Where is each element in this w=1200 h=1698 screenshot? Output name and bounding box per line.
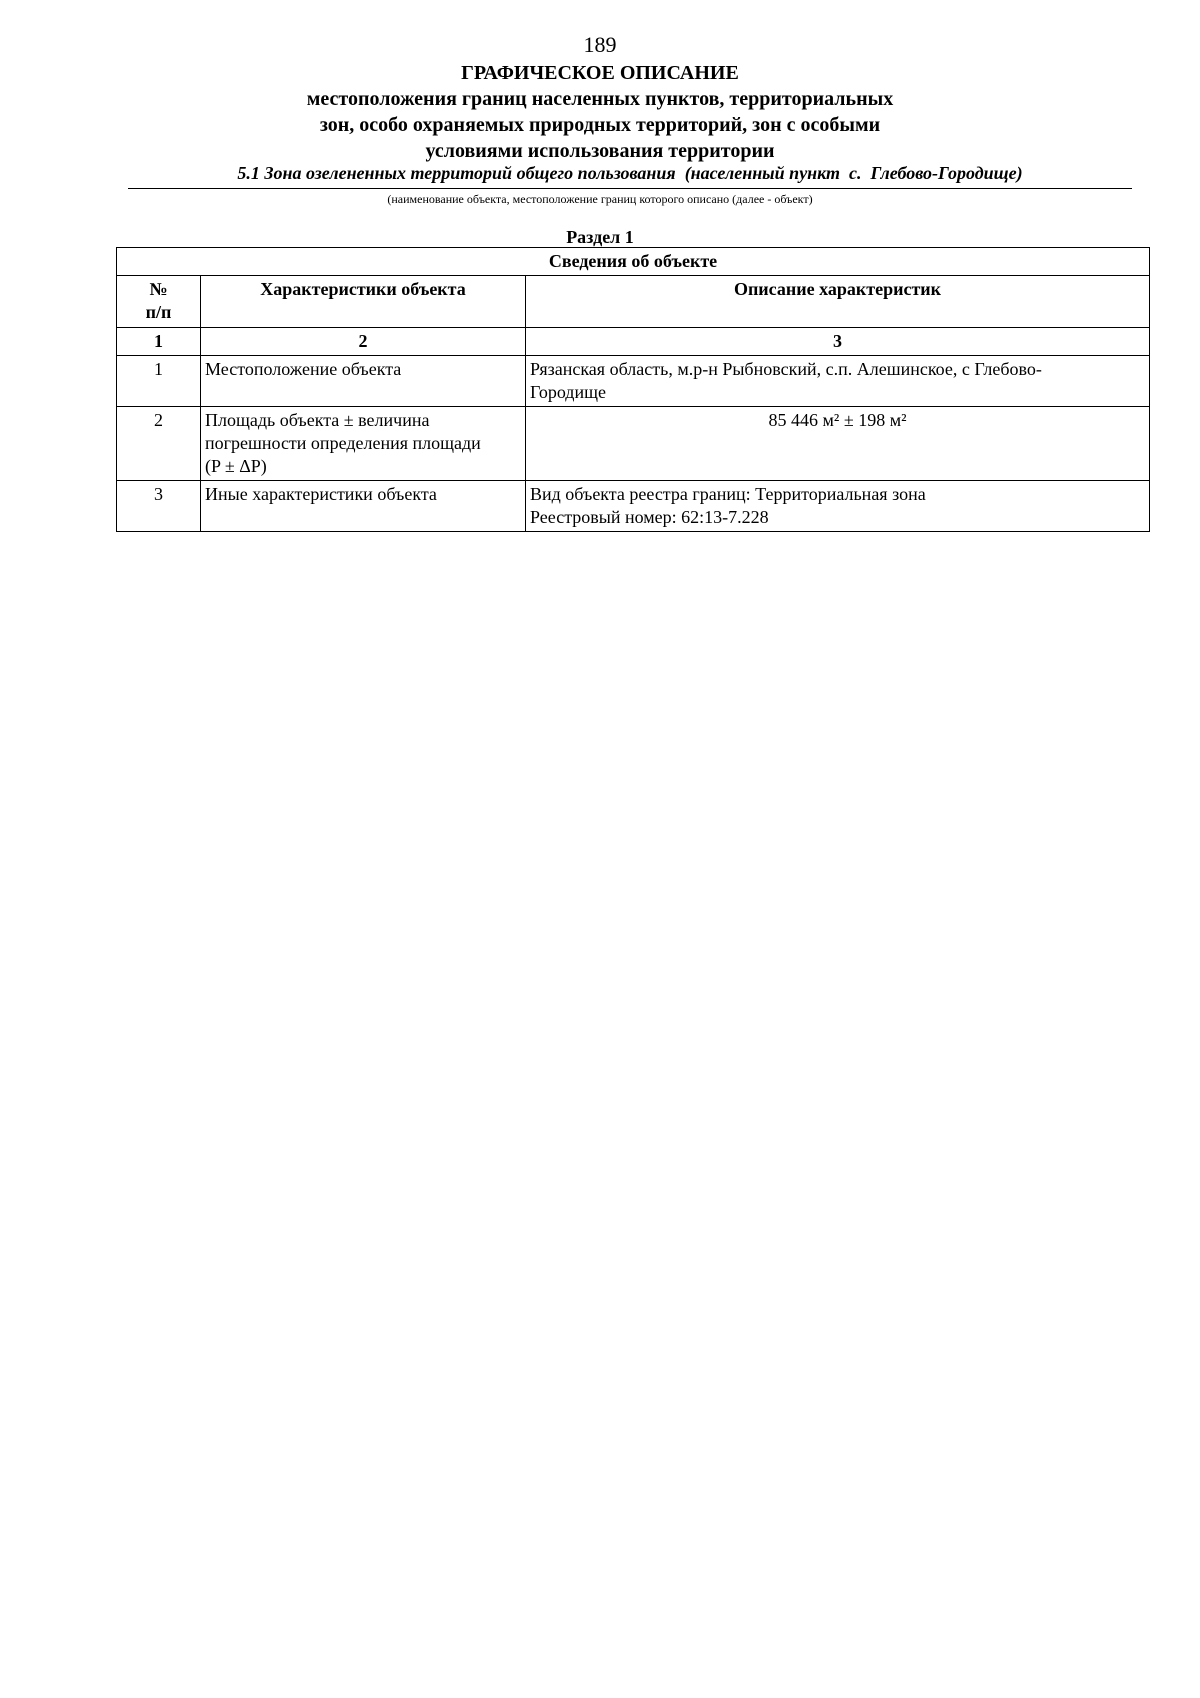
description-line: Рязанская область, м.р-н Рыбновский, с.п. Алешинское, с Глебово- <box>530 359 1042 379</box>
table-column-number-row <box>117 328 1150 356</box>
row-characteristic <box>201 407 526 481</box>
row-characteristic <box>201 356 526 407</box>
header-description: Описание характеристик <box>526 276 1150 328</box>
document-heading <box>0 60 1200 164</box>
column-number: 1 <box>117 328 201 356</box>
row-index: 1 <box>117 356 201 407</box>
description-line: Вид объекта реестра границ: Территориальная зона <box>530 484 926 504</box>
section-title: Раздел 1 <box>566 227 634 247</box>
header-characteristic: Характеристики объекта <box>201 276 526 328</box>
object-name: 5.1 Зона озелененных территорий общего пользования (населенный пункт с. Глебово-Городище) <box>237 163 1023 183</box>
header-number-line: п/п <box>145 302 172 322</box>
characteristic-line: Иные характеристики объекта <box>205 484 437 504</box>
table-row <box>117 356 1150 407</box>
object-info-table <box>116 247 1150 532</box>
row-characteristic <box>201 481 526 532</box>
header-number-line: № <box>149 279 168 299</box>
document-title: ГРАФИЧЕСКОЕ ОПИСАНИЕ <box>461 62 739 84</box>
object-caption: (наименование объекта, местоположение границ которого описано (далее - объект) <box>387 192 813 206</box>
description-line: Реестровый номер: 62:13-7.228 <box>530 507 769 527</box>
characteristic-line: Площадь объекта ± величина <box>205 410 430 430</box>
row-description <box>526 481 1150 532</box>
table-row <box>117 407 1150 481</box>
document-subtitle-line: условиями использования территории <box>425 140 775 162</box>
table-block-title-row <box>117 248 1150 276</box>
characteristic-line: (P ± ΔP) <box>205 456 267 476</box>
row-description <box>526 407 1150 481</box>
description-line: 85 446 м² ± 198 м² <box>768 410 907 430</box>
row-description <box>526 356 1150 407</box>
page-number: 189 <box>583 32 617 57</box>
characteristic-line: Местоположение объекта <box>205 359 402 379</box>
table-header-row <box>117 276 1150 328</box>
header-number <box>117 276 201 328</box>
description-line: Городище <box>530 382 606 402</box>
column-number: 2 <box>201 328 526 356</box>
column-number: 3 <box>526 328 1150 356</box>
table-block-title: Сведения об объекте <box>117 248 1150 276</box>
characteristic-line: погрешности определения площади <box>205 433 481 453</box>
object-name-underline <box>128 188 1132 189</box>
document-subtitle-line: зон, особо охраняемых природных территорий, зон с особыми <box>319 114 881 136</box>
table-row <box>117 481 1150 532</box>
document-subtitle-line: местоположения границ населенных пунктов, территориальных <box>306 88 894 110</box>
row-index: 3 <box>117 481 201 532</box>
row-index: 2 <box>117 407 201 481</box>
